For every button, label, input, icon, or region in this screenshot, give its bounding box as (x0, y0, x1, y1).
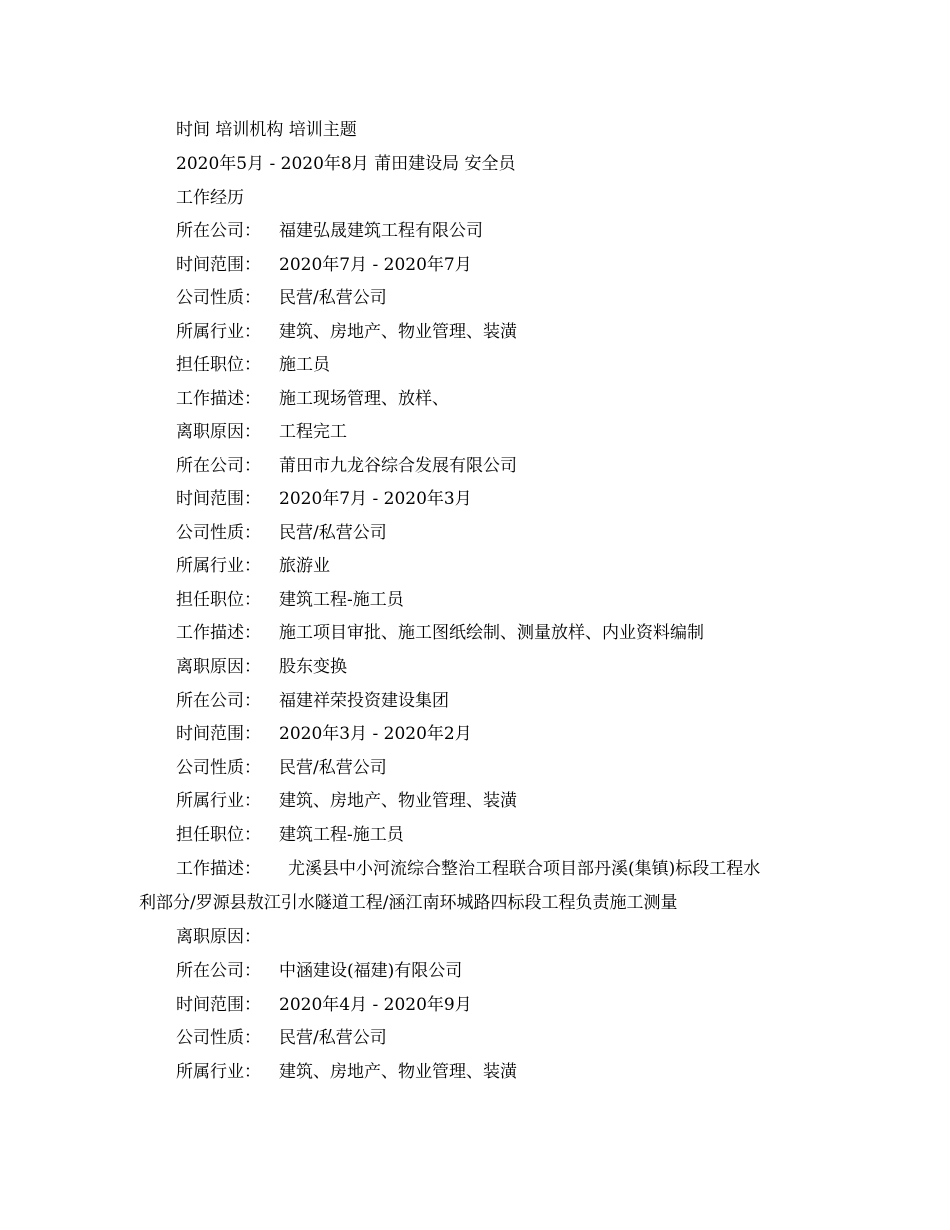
job1-position (176, 348, 330, 382)
job2-period (176, 482, 472, 516)
training-row: 2020年5月 - 2020年8月 莆田建设局 安全员 (176, 154, 516, 174)
job4-company (176, 954, 462, 988)
label-nature: 公司性质： (176, 523, 261, 543)
job4-nature (176, 1021, 387, 1055)
label-period: 时间范围： (176, 489, 261, 509)
value-leave: 工程完工 (279, 422, 347, 442)
job2-leave (176, 650, 347, 684)
value-company: 福建祥荣投资建设集团 (279, 691, 449, 711)
training-header: 时间 培训机构 培训主题 (176, 120, 357, 140)
job1-nature (176, 281, 387, 315)
job1-industry (176, 315, 517, 349)
value-description: 施工现场管理、放样、 (279, 389, 449, 409)
value-industry: 旅游业 (279, 556, 330, 576)
label-position: 担任职位： (176, 355, 261, 375)
value-nature: 民营/私营公司 (279, 523, 387, 543)
label-industry: 所属行业： (176, 791, 261, 811)
job3-period (176, 717, 472, 751)
job2-company (176, 449, 517, 483)
value-nature: 民营/私营公司 (279, 758, 387, 778)
value-industry: 建筑、房地产、物业管理、装潢 (279, 791, 517, 811)
value-position: 建筑工程-施工员 (279, 825, 404, 845)
label-description: 工作描述： (176, 389, 261, 409)
job2-description (176, 616, 704, 650)
value-leave: 股东变换 (279, 657, 347, 677)
job3-industry (176, 784, 517, 818)
label-period: 时间范围： (176, 995, 261, 1015)
label-industry: 所属行业： (176, 322, 261, 342)
job3-leave (176, 920, 279, 954)
job3-description (176, 852, 760, 886)
value-industry: 建筑、房地产、物业管理、装潢 (279, 322, 517, 342)
value-nature: 民营/私营公司 (279, 288, 387, 308)
label-industry: 所属行业： (176, 1062, 261, 1082)
value-period: 2020年4月 - 2020年9月 (279, 995, 472, 1015)
job3-nature (176, 751, 387, 785)
label-nature: 公司性质： (176, 758, 261, 778)
value-position: 建筑工程-施工员 (279, 590, 404, 610)
job1-leave (176, 415, 347, 449)
job1-company (176, 214, 483, 248)
job2-nature (176, 516, 387, 550)
value-position: 施工员 (279, 355, 330, 375)
label-position: 担任职位： (176, 825, 261, 845)
label-industry: 所属行业： (176, 556, 261, 576)
value-period: 2020年7月 - 2020年3月 (279, 489, 472, 509)
label-nature: 公司性质： (176, 288, 261, 308)
label-description: 工作描述： (176, 859, 261, 879)
job3-company (176, 684, 449, 718)
job1-period (176, 248, 472, 282)
value-description: 施工项目审批、施工图纸绘制、测量放样、内业资料编制 (279, 623, 704, 643)
job4-period (176, 988, 472, 1022)
job1-description (176, 382, 449, 416)
value-period: 2020年7月 - 2020年7月 (279, 255, 472, 275)
label-period: 时间范围： (176, 724, 261, 744)
value-industry: 建筑、房地产、物业管理、装潢 (279, 1062, 517, 1082)
label-company: 所在公司： (176, 691, 261, 711)
section-title: 工作经历 (176, 188, 244, 208)
label-nature: 公司性质： (176, 1028, 261, 1048)
job3-description-cont: 利部分/罗源县敖江引水隧道工程/涵江南环城路四标段工程负责施工测量 (139, 893, 678, 913)
label-leave: 离职原因： (176, 422, 261, 442)
job2-position (176, 583, 404, 617)
label-position: 担任职位： (176, 590, 261, 610)
label-period: 时间范围： (176, 255, 261, 275)
label-company: 所在公司： (176, 456, 261, 476)
job3-position (176, 818, 404, 852)
value-nature: 民营/私营公司 (279, 1028, 387, 1048)
job2-industry (176, 549, 330, 583)
value-description-line1: 尤溪县中小河流综合整治工程联合项目部丹溪(集镇)标段工程水 (288, 859, 761, 879)
value-company: 莆田市九龙谷综合发展有限公司 (279, 456, 517, 476)
label-company: 所在公司： (176, 221, 261, 241)
value-company: 福建弘晟建筑工程有限公司 (279, 221, 483, 241)
job4-industry (176, 1055, 517, 1089)
label-description: 工作描述： (176, 623, 261, 643)
label-leave: 离职原因： (176, 657, 261, 677)
value-company: 中涵建设(福建)有限公司 (279, 961, 463, 981)
label-leave: 离职原因： (176, 927, 261, 947)
label-company: 所在公司： (176, 961, 261, 981)
value-period: 2020年3月 - 2020年2月 (279, 724, 472, 744)
